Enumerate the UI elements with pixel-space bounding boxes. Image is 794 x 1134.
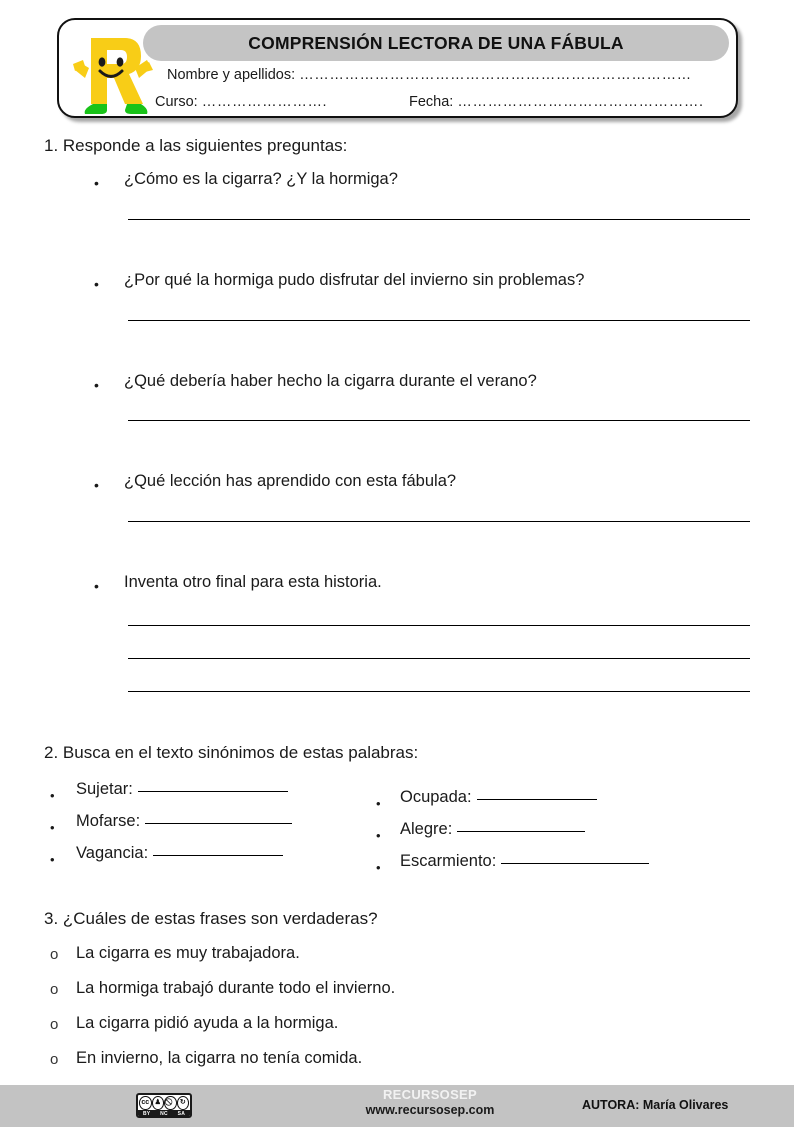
section-2-heading: 2. Busca en el texto sinónimos de estas palabras: <box>44 743 419 762</box>
answer-line[interactable] <box>128 521 750 522</box>
creative-commons-license-icon[interactable] <box>136 1093 192 1118</box>
section-1-question-5: Inventa otro final para esta historia. <box>124 573 382 591</box>
author-name: María Olivares <box>642 1098 729 1112</box>
bullet-icon: • <box>94 377 99 393</box>
worksheet-header-card <box>57 18 738 118</box>
bullet-icon: • <box>94 477 99 493</box>
synonym-blank[interactable] <box>457 831 585 832</box>
date-field[interactable] <box>409 94 704 110</box>
date-dots: …………………………………………. <box>457 94 704 110</box>
section-3-statement-1[interactable]: La cigarra es muy trabajadora. <box>76 944 300 962</box>
answer-line[interactable] <box>128 625 750 626</box>
synonym-label: Vagancia: <box>76 844 149 862</box>
section-1-question-2: ¿Por qué la hormiga pudo disfrutar del invierno sin problemas? <box>124 271 585 289</box>
synonym-item-alegre[interactable] <box>400 820 585 839</box>
section-1-question-4: ¿Qué lección has aprendido con esta fábula? <box>124 472 457 490</box>
bullet-icon: • <box>94 175 99 191</box>
section-3-statement-3[interactable]: La cigarra pidió ayuda a la hormiga. <box>76 1014 339 1032</box>
cc-by-label: BY <box>142 1111 151 1117</box>
bullet-icon: • <box>50 820 55 835</box>
circle-bullet-icon[interactable]: o <box>50 1016 59 1033</box>
bullet-icon: • <box>94 276 99 292</box>
cc-nc-label: NC <box>160 1111 168 1117</box>
bullet-icon: • <box>50 852 55 867</box>
cc-symbols-row <box>138 1095 190 1110</box>
section-1-question-1: ¿Cómo es la cigarra? ¿Y la hormiga? <box>124 170 398 188</box>
student-name-label: Nombre y apellidos: <box>167 67 296 83</box>
cc-nc-icon <box>164 1096 177 1110</box>
synonym-item-vagancia[interactable] <box>76 844 283 863</box>
author-label: AUTORA: <box>582 1098 640 1112</box>
synonym-label: Mofarse: <box>76 812 141 830</box>
worksheet-title-pill <box>143 25 729 61</box>
bullet-icon: • <box>376 828 381 843</box>
answer-line[interactable] <box>128 658 750 659</box>
cc-icon: cc <box>139 1096 152 1110</box>
circle-bullet-icon[interactable]: o <box>50 946 59 963</box>
synonym-blank[interactable] <box>145 823 292 824</box>
synonym-label: Ocupada: <box>400 788 472 806</box>
cc-sa-label: SA <box>177 1111 186 1117</box>
bullet-icon: • <box>50 788 55 803</box>
answer-line[interactable] <box>128 219 750 220</box>
student-name-dots: …………………………………………………………………… <box>299 67 692 83</box>
date-label: Fecha: <box>409 94 454 110</box>
answer-line[interactable] <box>128 320 750 321</box>
footer-brand <box>330 1088 530 1118</box>
bullet-icon: • <box>94 578 99 594</box>
synonym-blank[interactable] <box>501 863 649 864</box>
page-title: COMPRENSIÓN LECTORA DE UNA FÁBULA <box>248 32 624 53</box>
synonym-item-sujetar[interactable] <box>76 780 288 799</box>
brand-url[interactable]: www.recursosep.com <box>365 1102 495 1117</box>
footer-author <box>582 1098 728 1112</box>
answer-line[interactable] <box>128 691 750 692</box>
answer-line[interactable] <box>128 420 750 421</box>
synonym-blank[interactable] <box>138 791 288 792</box>
course-field[interactable] <box>155 94 327 110</box>
synonym-blank[interactable] <box>477 799 597 800</box>
section-3-statement-2[interactable]: La hormiga trabajó durante todo el invierno. <box>76 979 396 997</box>
section-1-heading: 1. Responde a las siguientes preguntas: <box>44 136 348 155</box>
bullet-icon: • <box>376 860 381 875</box>
cc-labels-row <box>138 1110 190 1118</box>
student-name-field[interactable] <box>167 67 692 83</box>
synonym-blank[interactable] <box>153 855 283 856</box>
section-1-question-3: ¿Qué debería haber hecho la cigarra durante el verano? <box>124 372 537 390</box>
synonym-label: Sujetar: <box>76 780 133 798</box>
circle-bullet-icon[interactable]: o <box>50 981 59 998</box>
synonym-item-escarmiento[interactable] <box>400 852 649 871</box>
synonym-label: Escarmiento: <box>400 852 497 870</box>
synonym-item-mofarse[interactable] <box>76 812 292 831</box>
cc-by-icon: ♟ <box>152 1096 165 1110</box>
circle-bullet-icon[interactable]: o <box>50 1051 59 1068</box>
section-3-heading: 3. ¿Cuáles de estas frases son verdaderas? <box>44 909 378 928</box>
course-label: Curso: <box>155 94 198 110</box>
course-dots: ……………………. <box>201 94 328 110</box>
section-3-statement-4[interactable]: En invierno, la cigarra no tenía comida. <box>76 1049 363 1067</box>
synonym-label: Alegre: <box>400 820 453 838</box>
recursosep-mascot-icon <box>69 26 155 114</box>
synonym-item-ocupada[interactable] <box>400 788 597 807</box>
brand-name: RECURSOSEP <box>382 1087 478 1102</box>
cc-sa-icon: ↻ <box>177 1096 190 1110</box>
bullet-icon: • <box>376 796 381 811</box>
